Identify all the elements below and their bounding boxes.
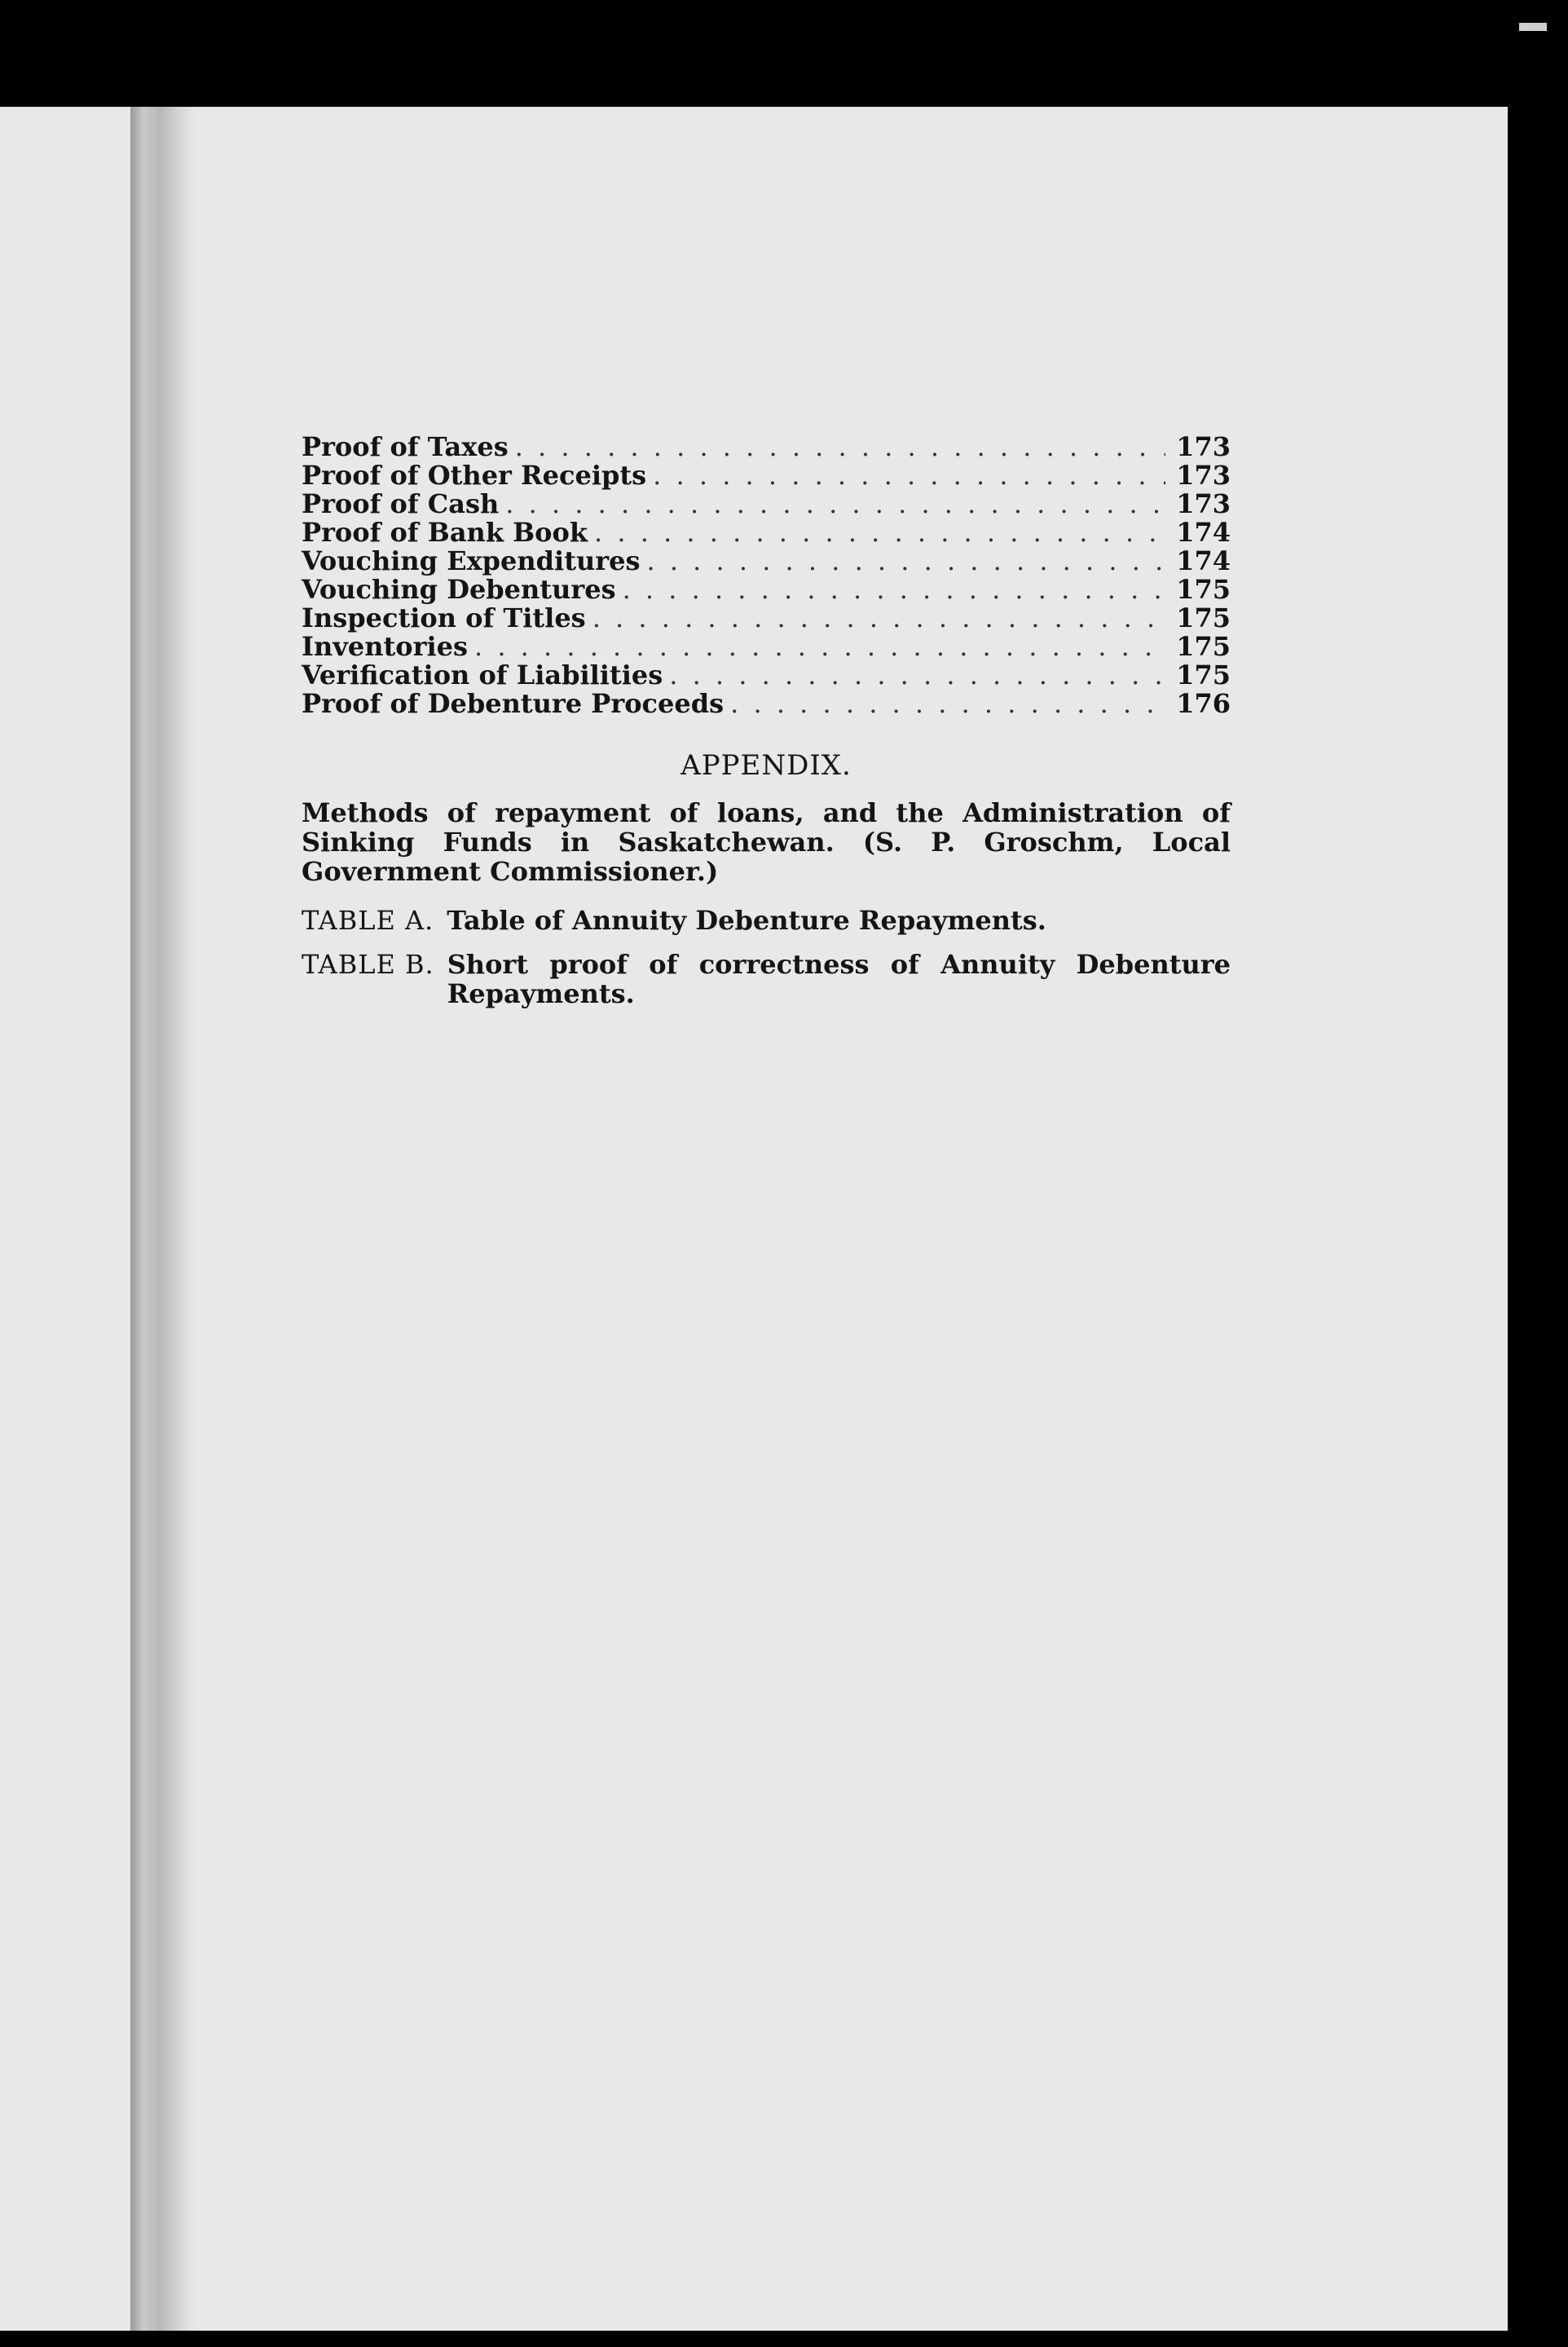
appendix-heading: APPENDIX. — [680, 749, 852, 782]
toc-leader-dots — [594, 518, 1165, 547]
table-of-contents — [302, 433, 1231, 718]
toc-leader-dots — [474, 633, 1165, 661]
table-a-description: Table of Annuity Debenture Repayments. — [447, 905, 1046, 936]
toc-entry-title: Vouching Debentures — [302, 574, 616, 605]
toc-entry — [302, 433, 1231, 461]
table-a-label: TABLE A. — [302, 905, 434, 936]
toc-entry-page: 173 — [1176, 431, 1231, 462]
toc-entry — [302, 633, 1231, 661]
toc-entry-title: Vouching Expenditures — [302, 545, 641, 576]
toc-entry-page: 175 — [1176, 660, 1231, 690]
toc-entry-title: Proof of Other Receipts — [302, 460, 647, 491]
toc-entry-title: Inspection of Titles — [302, 602, 586, 633]
toc-leader-dots — [653, 461, 1165, 490]
toc-entry — [302, 576, 1231, 604]
toc-leader-dots — [730, 690, 1165, 718]
toc-entry-title: Proof of Cash — [302, 488, 500, 519]
toc-entry — [302, 490, 1231, 518]
toc-entry-page: 173 — [1176, 488, 1231, 519]
toc-leader-dots — [505, 490, 1165, 518]
toc-leader-dots — [592, 604, 1165, 633]
toc-entry-page: 175 — [1176, 602, 1231, 633]
toc-leader-dots — [669, 661, 1165, 690]
toc-entry — [302, 604, 1231, 633]
toc-entry-page: 175 — [1176, 631, 1231, 662]
toc-entry-page: 174 — [1176, 517, 1231, 548]
book-page — [0, 107, 1508, 2331]
appendix-table-a — [302, 906, 1231, 935]
toc-entry-title: Proof of Bank Book — [302, 517, 588, 548]
scan-corner-mark — [1519, 23, 1547, 31]
toc-entry-title: Verification of Liabilities — [302, 660, 663, 690]
appendix-table-b — [302, 950, 1231, 1008]
table-b-description: Short proof of correctness of Annuity Debenture Repayments. — [447, 949, 1231, 1009]
table-b-label: TABLE B. — [302, 949, 434, 980]
toc-entry-page: 173 — [1176, 460, 1231, 491]
toc-entry — [302, 690, 1231, 718]
toc-leader-dots — [515, 433, 1165, 461]
toc-entry-page: 175 — [1176, 574, 1231, 605]
toc-entry-title: Proof of Taxes — [302, 431, 509, 462]
toc-entry-title: Proof of Debenture Proceeds — [302, 688, 725, 719]
appendix-description: Methods of repayment of loans, and the Administration of Sinking Funds in Saskatchewan. (S. P. Groschm, Local Government Commissioner.) — [302, 797, 1231, 887]
toc-entry-page: 174 — [1176, 545, 1231, 576]
toc-entry — [302, 547, 1231, 576]
toc-entry-page: 176 — [1176, 688, 1231, 719]
toc-entry — [302, 661, 1231, 690]
toc-entry-title: Inventories — [302, 631, 468, 662]
page-gutter-shadow — [130, 107, 196, 2331]
toc-leader-dots — [623, 576, 1165, 604]
toc-leader-dots — [646, 547, 1165, 576]
toc-entry — [302, 518, 1231, 547]
toc-entry — [302, 461, 1231, 490]
